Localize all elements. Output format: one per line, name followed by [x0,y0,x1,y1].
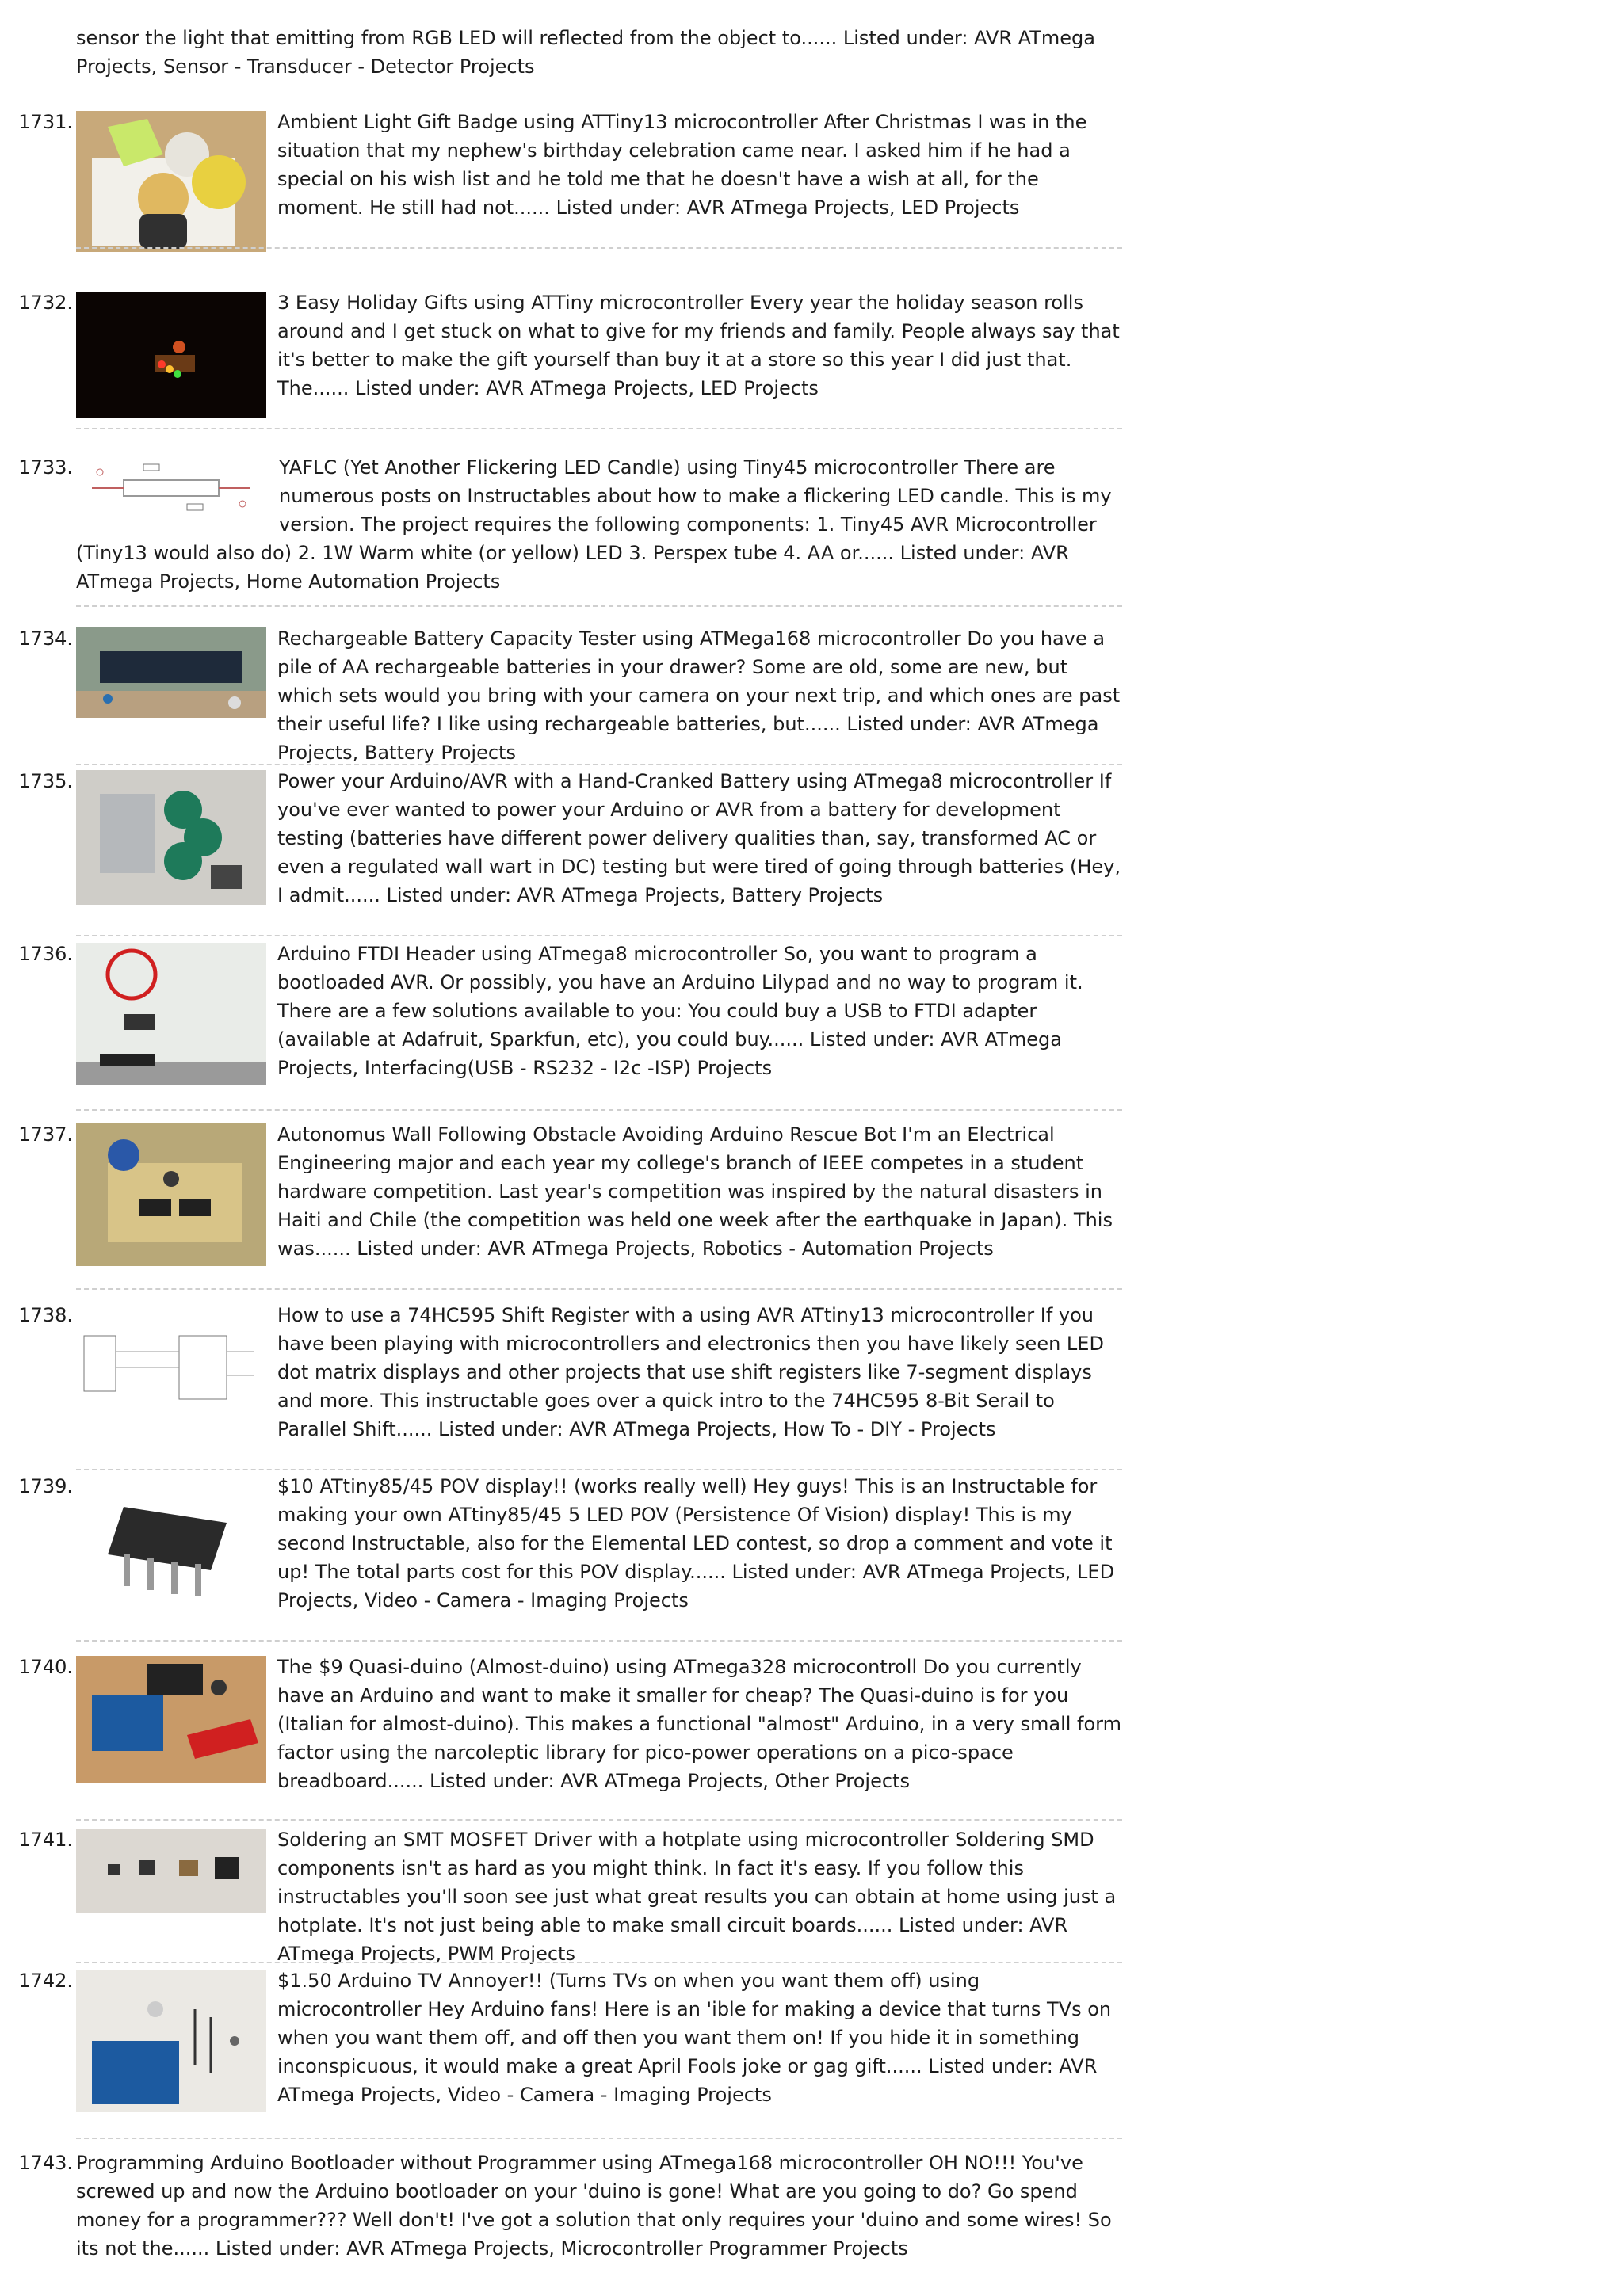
divider [76,605,1122,607]
project-thumbnail[interactable] [76,1656,266,1783]
divider [76,1288,1122,1290]
divider [76,1962,1122,1963]
divider [76,1469,1122,1470]
item-description: Ambient Light Gift Badge using ATTiny13 microcontroller After Christmas I was in the situation that my nephew's birthday celebration came near. I asked him if he had a special on his wish list and he told me that he doesn't have a wish at all, for the moment. He still had not...... Listed under: AVR ATmega Projects, LED Projects [277,111,1087,219]
item-description: Rechargeable Battery Capacity Tester using ATMega168 microcontroller Do you have a pile of AA rechargeable batteries in your drawer? Some are old, some are new, but which sets would you bring with your camera on your next trip, and which ones are past their useful life? I like using rechargeable batteries, but...... Listed under: AVR ATmega Projects, Battery Projects [277,627,1121,764]
divider [76,247,1122,249]
divider [76,764,1122,765]
project-thumbnail[interactable] [76,292,266,418]
divider [76,1109,1122,1111]
item-number: 1734. [18,627,73,650]
item-number: 1742. [18,1970,73,1992]
project-thumbnail[interactable] [76,456,266,520]
item-number: 1731. [18,111,73,133]
item-description: How to use a 74HC595 Shift Register with a using AVR ATtiny13 microcontroller If you have been playing with microcontrollers and electronics then you have likely seen LED dot matrix displays and other projects that use shift registers like 7-segment displays and more. This instructable goes over a quick intro to the 74HC595 8-Bit Serail to Parallel Shift...... Listed under: AVR ATmega Projects, How To - DIY - Projects [277,1304,1104,1440]
item-number: 1736. [18,943,73,965]
divider [76,1640,1122,1642]
item-number: 1739. [18,1475,73,1497]
project-thumbnail[interactable] [76,1970,266,2112]
project-thumbnail[interactable] [76,770,266,905]
item-description: The $9 Quasi-duino (Almost-duino) using ATmega328 microcontroll Do you currently have an Arduino and want to make it smaller for cheap? The Quasi-duino is for you (Italian for almost-duino). This makes a functional "almost" Arduino, in a very small form factor using the narcoleptic library for pico-power operations on a pico-space breadboard...... Listed under: AVR ATmega Projects, Other Projects [277,1656,1121,1792]
item-number: 1735. [18,770,73,792]
item-text-block [76,453,1122,596]
item-number: 1733. [18,456,73,479]
item-description: Power your Arduino/AVR with a Hand-Cranked Battery using ATmega8 microcontroller If you've ever wanted to power your Arduino or AVR from a battery for development testing (batteries have different power delivery qualities than, say, transformed AC or even a regulated wall wart in DC) testing but were tired of going through batteries (Hey, I admit...... Listed under: AVR ATmega Projects, Battery Projects [277,770,1121,906]
item-description: Programming Arduino Bootloader without Programmer using ATmega168 microcontroller OH NO!!! You've screwed up and now the Arduino bootloader on your 'duino is gone! What are you going to do? Go spend money for a programmer??? Well don't! I've got a solution that only requires your 'duino and some wires! So its not the...... Listed under: AVR ATmega Projects, Microcontroller Programmer Projects [76,2152,1112,2260]
item-number: 1741. [18,1829,73,1851]
divider [76,935,1122,936]
item-number: 1737. [18,1123,73,1146]
item-description: Arduino FTDI Header using ATmega8 microcontroller So, you want to program a bootloaded AVR. Or possibly, you have an Arduino Lilypad and no way to program it. There are a few solutions available to you: You could buy a USB to FTDI adapter (available at Adafruit, Sparkfun, etc), you could buy...... Listed under: AVR ATmega Projects, Interfacing(USB - RS232 - I2c -ISP) Projects [277,943,1083,1079]
item-number: 1738. [18,1304,73,1326]
project-thumbnail[interactable] [76,1829,266,1913]
project-thumbnail[interactable] [76,943,266,1085]
item-description: $1.50 Arduino TV Annoyer!! (Turns TVs on when you want them off) using microcontroller Hey Arduino fans! Here is an 'ible for making a device that turns TVs on when you want them off, and off then you want them on! If you hide it in something inconspicuous, it would make a great April Fools joke or gag gift...... Listed under: AVR ATmega Projects, Video - Camera - Imaging Projects [277,1970,1112,2106]
item-number: 1740. [18,1656,73,1678]
project-thumbnail[interactable] [76,1475,266,1618]
divider [76,428,1122,429]
item-number: 1743. [18,2152,73,2174]
item-description: Soldering an SMT MOSFET Driver with a hotplate using microcontroller Soldering SMD components isn't as hard as you might think. In fact it's easy. If you follow this instructables you'll soon see just what great results you can obtain at home using just a hotplate. It's not just being able to make small circuit boards...... Listed under: AVR ATmega Projects, PWM Projects [277,1829,1117,1965]
project-thumbnail[interactable] [76,627,266,718]
item-description: $10 ATtiny85/45 POV display!! (works really well) Hey guys! This is an Instructable for making your own ATtiny85/45 5 LED POV (Persistence Of Vision) display! This is my second Instructable, also for the Elemental LED contest, so drop a comment and vote it up! The total parts cost for this POV display...... Listed under: AVR ATmega Projects, LED Projects, Video - Camera - Imaging Projects [277,1475,1115,1611]
project-thumbnail[interactable] [76,1123,266,1266]
item-number: 1732. [18,292,73,314]
previous-entry-tail-text: sensor the light that emitting from RGB LED will reflected from the object to...... Listed under: AVR ATmega Projects, Sensor - Transducer - Detector Projects [76,27,1095,78]
item-description: Autonomus Wall Following Obstacle Avoiding Arduino Rescue Bot I'm an Electrical Engineering major and each year my college's branch of IEEE competes in a student hardware competition. Last year's competition was inspired by the natural disasters in Haiti and Chile (the competition was held one week after the earthquake in Japan). This was...... Listed under: AVR ATmega Projects, Robotics - Automation Projects [277,1123,1113,1260]
project-thumbnail[interactable] [76,1304,266,1415]
item-description: 3 Easy Holiday Gifts using ATTiny microcontroller Every year the holiday season rolls around and I get stuck on what to give for my friends and family. People always say that it's better to make the gift yourself than buy it at a store so this year I did just that. The...... Listed under: AVR ATmega Projects, LED Projects [277,292,1120,399]
divider [76,2138,1122,2139]
item-description: YAFLC (Yet Another Flickering LED Candle) using Tiny45 microcontroller There are numerous posts on Instructables about how to make a flickering LED candle. This is my version. The project requires the following components: 1. Tiny45 AVR Microcontroller (Tiny13 would also do) 2. 1W Warm white (or yellow) LED 3. Perspex tube 4. AA or...... Listed under: AVR ATmega Projects, Home Automation Projects [76,456,1112,593]
divider [76,1819,1122,1821]
project-thumbnail[interactable] [76,111,266,252]
